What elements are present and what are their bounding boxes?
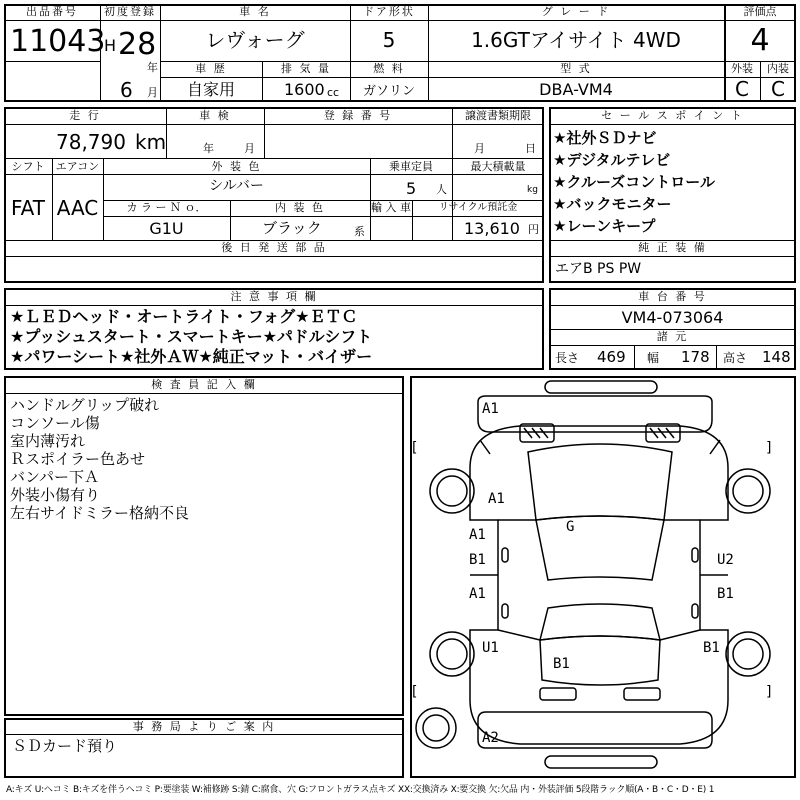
first-reg-year-unit: 年 xyxy=(147,61,158,74)
sales-points-label: セ ー ル ス ポ イ ン ト xyxy=(601,109,744,122)
sales-points-list xyxy=(553,127,715,237)
mark-left-front-fender: A1 xyxy=(469,527,486,543)
model-label: 型 式 xyxy=(560,62,592,75)
interior-label: 内装 xyxy=(767,62,789,75)
ac-label: エアコン xyxy=(55,160,100,173)
mark-left-front-door: B1 xyxy=(469,552,486,568)
notes-list xyxy=(10,307,372,367)
shift-label: シフト xyxy=(11,160,45,173)
history-label: 車 歴 xyxy=(195,62,227,75)
office-label: 事 務 局 よ り ご 案 内 xyxy=(132,720,276,733)
recycle-label: リサイクル預託金 xyxy=(438,202,518,213)
first-reg-era: H xyxy=(104,36,117,55)
grade: 1.6GTアイサイト 4WD xyxy=(471,28,681,52)
inspection-year-unit: 年 xyxy=(203,142,214,155)
door-label: ドア形状 xyxy=(363,5,415,18)
note-line: ★プッシュスタート・スマートキー★パドルシフト xyxy=(10,327,373,346)
inspector-line: 外装小傷有り xyxy=(10,486,101,504)
dims-label: 諸 元 xyxy=(656,330,689,343)
legend-text: A:キズ U:ヘコミ B:キズを伴うヘコミ P:要塗装 W:補修跡 S:錆 C:腐食、穴 G:フロントガラス点キズ XX:交換済み X:要交換 欠:欠品 内・外装評価 5段階ラック順(A・B・C・D・E) 1 xyxy=(6,785,715,795)
inspector-notes xyxy=(10,396,189,522)
mark-trunk: B1 xyxy=(553,656,570,672)
office-text: ＳＤカード預り xyxy=(12,737,118,755)
int-color-label: 内 装 色 xyxy=(275,201,325,214)
height: 148 xyxy=(762,348,791,366)
fuel: ガソリン xyxy=(362,84,415,99)
mark-rear-bumper: A2 xyxy=(482,730,499,746)
inspector-line: ハンドルグリップ破れ xyxy=(10,396,160,414)
inspection-month-unit: 月 xyxy=(244,142,255,155)
note-line: ★ＬＥＤヘッド・オートライト・フォグ★ＥＴＣ xyxy=(10,307,358,326)
shift: FAT xyxy=(10,196,45,220)
inspector-line: バンパー下Ａ xyxy=(10,468,99,486)
displacement-unit: cc xyxy=(327,86,340,99)
length: 469 xyxy=(597,348,626,366)
length-label: 長さ xyxy=(555,351,580,365)
note-line: ★パワーシート★社外ＡＷ★純正マット・バイザー xyxy=(10,347,373,366)
height-label: 高さ xyxy=(723,351,748,365)
import-label: 輸 入 車 xyxy=(371,201,411,214)
recycle-amount: 13,610 xyxy=(464,219,520,238)
ext-color: シルバー xyxy=(209,178,264,194)
later-parts-label: 後 日 発 送 部 品 xyxy=(221,241,327,254)
car-name: レヴォーグ xyxy=(205,28,305,52)
ac: AAC xyxy=(56,196,99,220)
displacement-label: 排 気 量 xyxy=(281,62,331,75)
ext-color-label: 外 装 色 xyxy=(211,160,262,173)
inspector-line: 室内薄汚れ xyxy=(10,432,86,450)
capacity: 5 xyxy=(406,179,417,198)
max-load-label: 最大積載量 xyxy=(470,160,526,173)
inspector-line: 左右サイドミラー格納不良 xyxy=(10,504,189,522)
transfer-day-unit: 日 xyxy=(525,142,536,155)
notes-label: 注 意 事 項 欄 xyxy=(230,290,318,303)
lot-no-label: 出品番号 xyxy=(26,5,78,18)
mark-right-rear-door: B1 xyxy=(717,586,734,602)
transfer-month-unit: 月 xyxy=(474,142,485,155)
max-load-unit: kg xyxy=(527,185,538,195)
inspector-label: 検 査 員 記 入 欄 xyxy=(151,378,257,391)
mileage-label: 走 行 xyxy=(69,109,101,122)
exterior-score: C xyxy=(735,77,749,101)
lot-no: 11043 xyxy=(10,24,106,59)
mark-left-rear-fender: U1 xyxy=(482,640,499,656)
chassis-label: 車 台 番 号 xyxy=(638,290,707,303)
inspector-line: コンソール傷 xyxy=(10,414,100,432)
capacity-unit: 人 xyxy=(436,183,447,196)
displacement: 1600 xyxy=(284,80,325,99)
equipment: エアB PS PW xyxy=(555,261,642,277)
mark-roof: G xyxy=(566,519,575,535)
reg-no-label: 登 録 番 号 xyxy=(323,109,393,122)
int-color: ブラック xyxy=(262,219,322,237)
int-color-unit: 系 xyxy=(354,225,365,238)
car-name-label: 車 名 xyxy=(239,5,271,18)
sales-point-item: ★社外ＳＤナビ xyxy=(553,129,657,147)
mark-right-rear-fender: B1 xyxy=(703,640,720,656)
sales-point-item: ★クルーズコントロール xyxy=(553,173,715,191)
mileage-unit: km xyxy=(135,130,167,154)
mark-left-rear-door: A1 xyxy=(469,586,486,602)
capacity-label: 乗車定員 xyxy=(389,160,433,173)
first-reg-year: 28 xyxy=(118,27,157,62)
svg-text:]: ] xyxy=(766,440,772,456)
history: 自家用 xyxy=(186,80,235,99)
first-reg-label: 初度登録 xyxy=(104,5,156,18)
equipment-label: 純 正 装 備 xyxy=(638,241,707,254)
chassis-number: VM4-073064 xyxy=(621,308,724,327)
first-reg-month: 6 xyxy=(120,78,133,102)
mark-right-front-door: U2 xyxy=(717,552,734,568)
score-label: 評価点 xyxy=(743,5,777,18)
svg-text:[: [ xyxy=(412,440,418,456)
transfer-label: 譲渡書類期限 xyxy=(465,109,531,122)
mileage: 78,790 xyxy=(56,130,126,154)
first-reg-month-unit: 月 xyxy=(147,86,158,99)
exterior-label: 外装 xyxy=(731,62,753,75)
inspection-label: 車 検 xyxy=(199,109,231,122)
model: DBA-VM4 xyxy=(539,80,613,99)
inspector-line: Ｒスポイラー色あせ xyxy=(10,450,146,468)
mark-hood: A1 xyxy=(488,491,505,507)
score: 4 xyxy=(750,23,770,58)
grade-label: グ レ ー ド xyxy=(541,5,611,18)
recycle-unit: 円 xyxy=(528,223,539,236)
sales-point-item: ★デジタルテレビ xyxy=(553,151,671,169)
width: 178 xyxy=(681,348,710,366)
width-label: 幅 xyxy=(647,351,660,365)
sales-point-item: ★バックモニター xyxy=(553,195,672,213)
color-no: G1U xyxy=(149,219,184,238)
color-no-label: カ ラ ー Ｎ ｏ． xyxy=(126,201,207,214)
interior-score: C xyxy=(771,77,785,101)
svg-text:]: ] xyxy=(766,684,772,700)
doors: 5 xyxy=(382,28,396,52)
sales-point-item: ★レーンキープ xyxy=(553,217,656,235)
mark-front-bumper: A1 xyxy=(482,401,499,417)
fuel-label: 燃 料 xyxy=(373,62,405,75)
car-diagram-box xyxy=(410,376,796,778)
svg-text:[: [ xyxy=(412,684,418,700)
